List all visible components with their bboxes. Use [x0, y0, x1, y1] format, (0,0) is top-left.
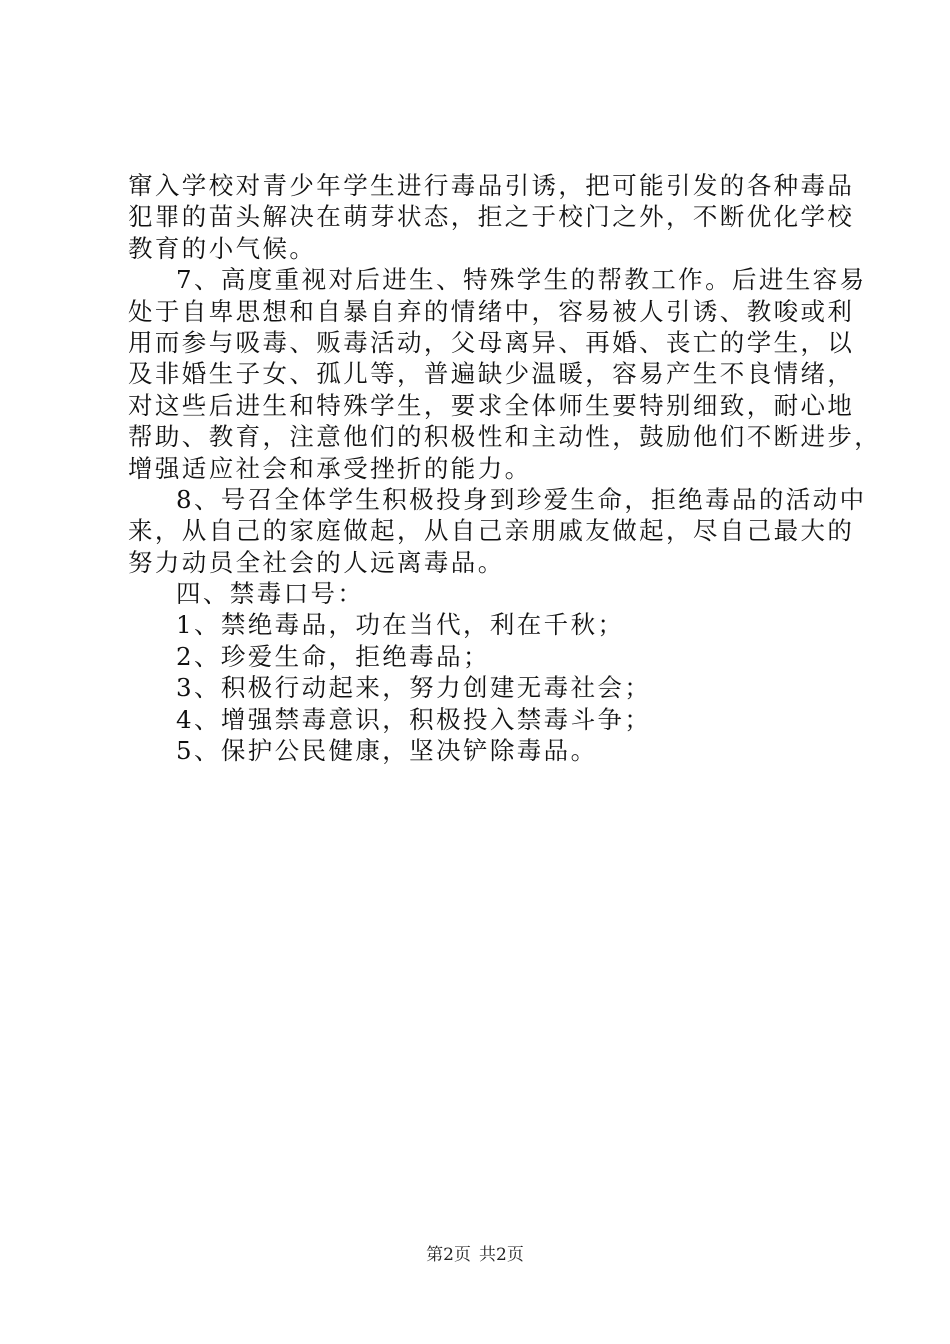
- text-line: 教育的小气候。: [128, 233, 317, 263]
- text-line: 5、保护公民健康，坚决铲除毒品。: [176, 736, 598, 766]
- text-line: 及非婚生子女、孤儿等，普遍缺少温暖，容易产生不良情绪，: [128, 359, 855, 389]
- text-line: 努力动员全社会的人远离毒品。: [128, 547, 505, 577]
- text-line: 3、积极行动起来，努力创建无毒社会；: [176, 673, 652, 703]
- page-number: 第2页: [426, 1245, 471, 1265]
- page-total: 共2页: [479, 1245, 524, 1265]
- text-line: 增强适应社会和承受挫折的能力。: [128, 453, 532, 483]
- text-line: 四、禁毒口号：: [176, 579, 365, 609]
- text-line: 处于自卑思想和自暴自弃的情绪中，容易被人引诱、教唆或利: [128, 296, 855, 326]
- text-line: 8、号召全体学生积极投身到珍爱生命，拒绝毒品的活动中: [176, 484, 867, 514]
- text-line: 用而参与吸毒、贩毒活动，父母离异、再婚、丧亡的学生，以: [128, 327, 855, 357]
- page-footer: [0, 1244, 950, 1266]
- text-line: 对这些后进生和特殊学生，要求全体师生要特别细致，耐心地: [128, 390, 855, 420]
- text-line: 帮助、教育，注意他们的积极性和主动性，鼓励他们不断进步，: [128, 422, 882, 452]
- text-line: 2、珍爱生命，拒绝毒品；: [176, 641, 490, 671]
- document-body: [128, 170, 882, 766]
- text-line: 4、增强禁毒意识，积极投入禁毒斗争；: [176, 704, 652, 734]
- text-line: 7、高度重视对后进生、特殊学生的帮教工作。后进生容易: [176, 265, 867, 295]
- text-line: 1、禁绝毒品，功在当代，利在千秋；: [176, 610, 625, 640]
- text-line: 窜入学校对青少年学生进行毒品引诱，把可能引发的各种毒品: [128, 171, 855, 200]
- text-line: 来，从自己的家庭做起，从自己亲朋戚友做起，尽自己最大的: [128, 516, 855, 546]
- text-line: 犯罪的苗头解决在萌芽状态，拒之于校门之外，不断优化学校: [128, 202, 855, 232]
